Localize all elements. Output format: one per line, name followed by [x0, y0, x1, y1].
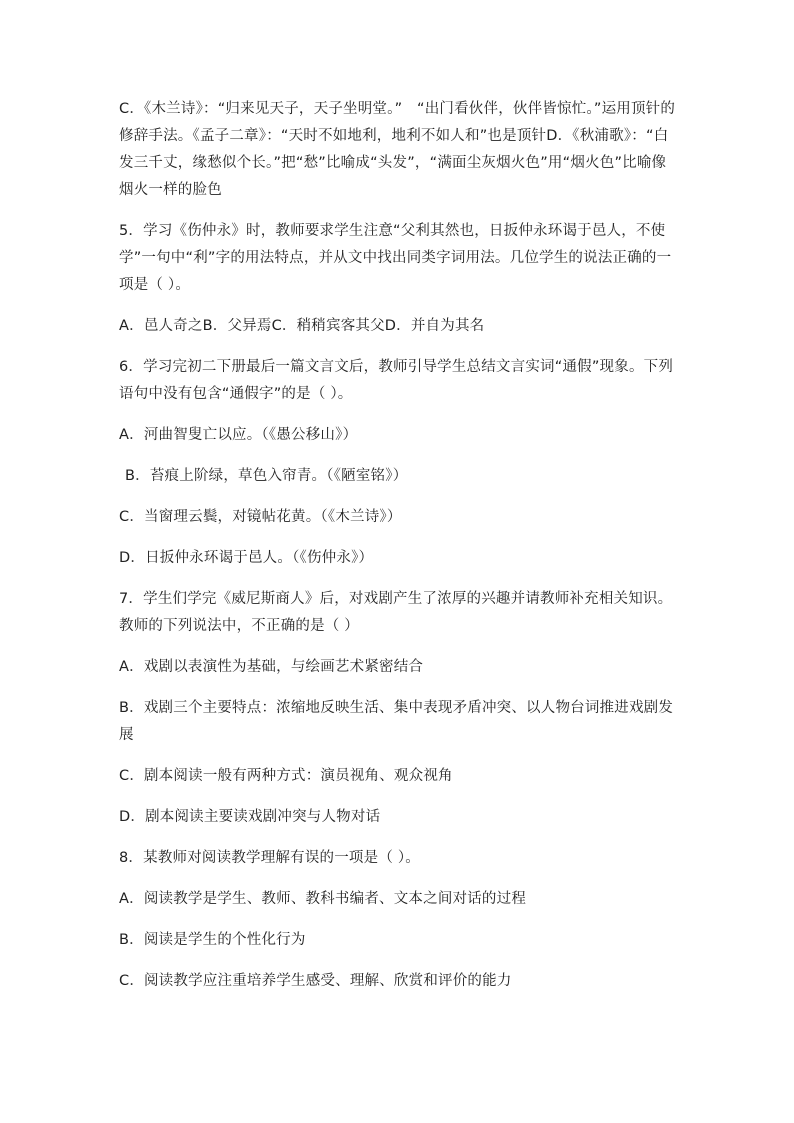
question-5-options: A．邑人奇之B．父异焉C．稍稍宾客其父D．并自为其名	[119, 318, 485, 334]
question-8-option-b: B．阅读是学生的个性化行为	[119, 932, 306, 948]
question-7-option-b: B．戏剧三个主要特点：浓缩地反映生活、集中表现矛盾冲突、以人物台词推进戏剧发展	[119, 700, 674, 743]
question-7: 7．学生们学完《威尼斯商人》后，对戏剧产生了浓厚的兴趣并请教师补充相关知识。教师的下列说法中，不正确的是（ ）	[119, 591, 673, 634]
question-7-option-c: C．剧本阅读一般有两种方式：演员视角、观众视角	[119, 768, 453, 784]
question-5: 5．学习《伤仲永》时，教师要求学生注意“父利其然也，日扳仲永环谒于邑人，不使学”一句中“利”字的用法特点，并从文中找出同类字词用法。几位学生的说法正确的一项是（ ）。	[119, 223, 672, 293]
question-6-option-d: D．日扳仲永环谒于邑人。（《伤仲永》）	[119, 550, 374, 566]
question-6: 6．学习完初二下册最后一篇文言文后，教师引导学生总结文言实词“通假”现象。下列语句中没有包含“通假字”的是（ ）。	[119, 359, 674, 402]
question-6-option-c: C．当窗理云鬓，对镜帖花黄。（《木兰诗》）	[119, 509, 402, 525]
document-page	[119, 96, 679, 1009]
question-6-option-a: A．河曲智叟亡以应。（《愚公移山》）	[119, 427, 358, 443]
question-7-option-d: D．剧本阅读主要读戏剧冲突与人物对话	[119, 809, 381, 825]
question-8-option-c: C．阅读教学应注重培养学生感受、理解、欣赏和评价的能力	[119, 973, 512, 989]
question-8: 8．某教师对阅读教学理解有误的一项是（ ）。	[119, 850, 420, 866]
question-7-option-a: A．戏剧以表演性为基础，与绘画艺术紧密结合	[119, 659, 424, 675]
option-c-q4: C．《木兰诗》：“归来见天子，天子坐明堂。” “出门看伙伴，伙伴皆惊忙。”运用顶针的修辞手法。《孟子二章》：“天时不如地利，地利不如人和”也是顶针D．《秋浦歌》：“白发三千丈，缘愁似个长。”把“愁”比喻成“头发”，“满面尘灰烟火色”用“烟火色”比喻像烟火一样的脸色	[119, 101, 676, 198]
question-8-option-a: A．阅读教学是学生、教师、教科书编者、文本之间对话的过程	[119, 891, 527, 907]
question-6-option-b: B．苔痕上阶绿，草色入帘青。（《陋室铭》）	[125, 468, 408, 484]
